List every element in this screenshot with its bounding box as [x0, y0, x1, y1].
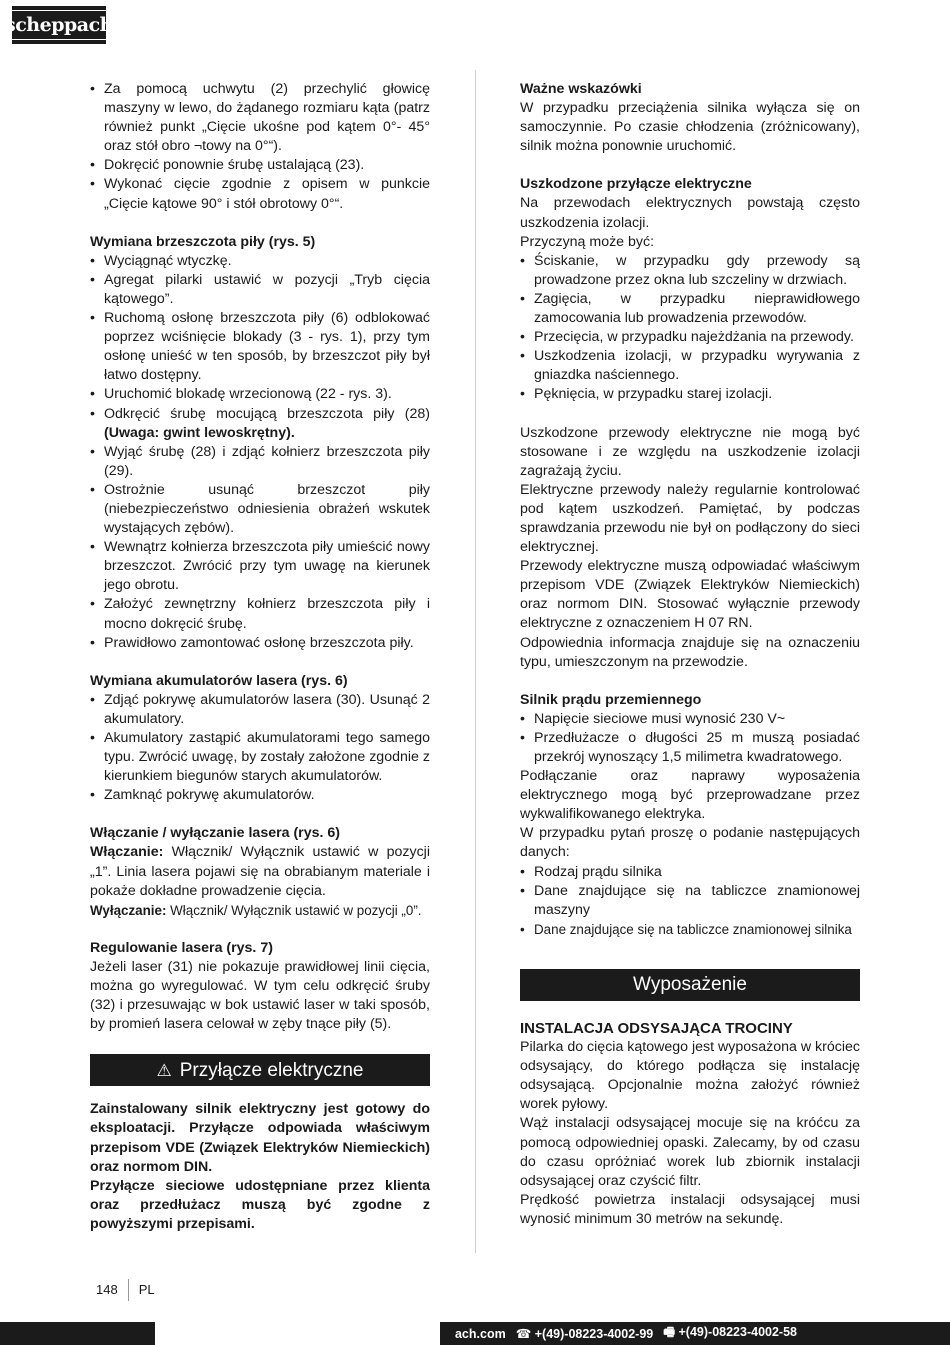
- electric-banner-title: Przyłącze elektryczne: [179, 1059, 364, 1081]
- spacer: [520, 405, 860, 424]
- battery-list: [90, 691, 430, 806]
- laser-off-label: Wyłączanie:: [90, 902, 167, 918]
- electric-notice: [90, 1100, 430, 1234]
- battery-heading: Wymiana akumulatorów lasera (rys. 6): [90, 672, 348, 689]
- list-item: • Dokręcić ponownie śrubę ustalającą (23).: [90, 156, 430, 175]
- footer-blank: [155, 1322, 440, 1345]
- footer-contact: [445, 1322, 797, 1345]
- header-bar: [0, 0, 950, 46]
- equipment-section-banner: [520, 969, 860, 1001]
- damaged-paragraph: Przewody elektryczne muszą odpowiadać właściwym przepisom VDE (Związek Elektryków Niemieckich) oraz normom DIN. Stosować wyłącznie przewody elektryczne z oznaczeniem H 07 RN.: [520, 558, 860, 632]
- list-item: • Dane znajdujące się na tabliczce znamionowej silnika: [520, 920, 860, 939]
- page-number: 148: [96, 1282, 118, 1297]
- list-item-text: Odkręcić śrubę mocującą brzeszczota piły (28): [104, 405, 430, 422]
- laser-on-text: Włącznik/ Wyłącznik ustawić w pozycji „1”. Linia lasera pojawi się na obrabianym materiale i pokaże dokładne prowadzenie cięcia.: [90, 844, 430, 899]
- list-item: • Założyć zewnętrzny kołnierz brzeszczota piły i mocno dokręcić śrubę.: [90, 595, 430, 633]
- damaged-paragraph: Uszkodzone przewody elektryczne nie mogą być stosowane i ze względu na uszkodzenie izolacji zagrażają życiu.: [520, 424, 860, 479]
- notes-paragraph: W przypadku przeciążenia silnika wyłącza się on samoczynnie. Po czasie chłodzenia (zróżnicowany), silnik można ponownie uruchomić.: [520, 100, 860, 155]
- electric-paragraph: Przyłącze sieciowe udostępniane przez klienta oraz przedłużacz muszą być zgodne z powyższymi przepisami.: [90, 1177, 430, 1232]
- electric-paragraph: Zainstalowany silnik elektryczny jest gotowy do eksploatacji. Przyłącze odpowiada właściwym przepisom VDE (Związek Elektryków Niemieckich) oraz normom DIN.: [90, 1101, 430, 1175]
- dust-paragraph: Wąż instalacji odsysającej mocuje się na króćcu za pomocą odpowiedniej opaski. Zalecamy, by od czasu do czasu opróżniać worek lub zbiornik instalacji odsysającej oraz czyścić filtr.: [520, 1115, 860, 1189]
- adjust-heading: Regulowanie lasera (rys. 7): [90, 939, 273, 956]
- list-item: • Zagięcia, w przypadku nieprawidłowego zamocowania lub prowadzenia przewodów.: [520, 290, 860, 328]
- damaged-heading: Uszkodzone przyłącze elektryczne: [520, 176, 752, 193]
- language-code: PL: [138, 1282, 155, 1297]
- blade-list: [90, 252, 430, 653]
- dust-paragraph: Prędkość powietrza instalacji odsysającej musi wynosić minimum 30 metrów na sekundę.: [520, 1191, 860, 1227]
- ac-paragraph: Podłączanie oraz naprawy wyposażenia elektrycznego mogą być przeprowadzane przez wykwalifikowanego elektryka.: [520, 768, 860, 823]
- list-item: • Zamknąć pokrywę akumulatorów.: [90, 786, 430, 805]
- ac-heading: Silnik prądu przemiennego: [520, 691, 702, 708]
- intro-list: [90, 80, 430, 214]
- damaged-paragraph: Na przewodach elektrycznych powstają często uszkodzenia izolacji.: [520, 195, 860, 231]
- list-item: • Dane znajdujące się na tabliczce znamionowej maszyny: [520, 882, 860, 920]
- website-text: ach.com: [454, 1326, 506, 1341]
- electric-section-banner: [90, 1054, 430, 1086]
- notes-heading: Ważne wskazówki: [520, 81, 642, 97]
- list-item: • Wyjąć śrubę (28) i zdjąć kołnierz brzeszczota piły (29).: [90, 443, 430, 481]
- list-item: • Akumulatory zastąpić akumulatorami tego samego typu. Zwrócić uwagę, by zostały założone zgodnie z kierunkiem biegunów starych akumulatorów.: [90, 729, 430, 786]
- list-item: • Zdjąć pokrywę akumulatorów lasera (30). Usunąć 2 akumulatory.: [90, 691, 430, 729]
- warning-note: (Uwaga: gwint lewoskrętny).: [104, 424, 295, 441]
- list-item: • Rodzaj prądu silnika: [520, 863, 860, 882]
- list-item: • Za pomocą uchwytu (2) przechylić głowicę maszyny w lewo, do żądanego rozmiaru kąta (patrz również punkt „Cięcie ukośne pod kątem 0°- 45° oraz stół obro ¬towy na 0°“).: [90, 80, 430, 156]
- ac-paragraph: W przypadku pytań proszę o podanie następujących danych:: [520, 825, 860, 861]
- laser-off-text: Włącznik/ Wyłącznik ustawić w pozycji „0”.: [166, 902, 422, 918]
- list-item: • Ruchomą osłonę brzeszczota piły (6) odblokować poprzez wciśnięcie blokady (3 - rys. 1), przy tym osłonę unieść w ten sposób, by brzeszczot piły był łatwo dostępny.: [90, 309, 430, 385]
- list-item: • Ostrożnie usunąć brzeszczot piły (niebezpieczeństwo odniesienia obrażeń wskutek wystających zębów).: [90, 481, 430, 538]
- list-item: [90, 405, 430, 443]
- damaged-paragraph: Elektryczne przewody należy regularnie kontrolować pod kątem uszkodzeń. Pamiętać, by podczas sprawdzania przewodu nie był on podłączony do sieci elektrycznej.: [520, 481, 860, 556]
- footer-bar: [0, 1322, 950, 1345]
- list-item: • Uszkodzenia izolacji, w przypadku wyrywania z gniazdka naściennego.: [520, 347, 860, 385]
- ac-data-list: [520, 863, 860, 939]
- list-item: • Przedłużacze o długości 25 m muszą posiadać przekrój wynoszący 1,5 milimetra kwadratowego.: [520, 729, 860, 767]
- ac-list: [520, 710, 860, 767]
- damaged-paragraph: Odpowiednia informacja znajduje się na oznaczeniu typu, umieszczonym na przewodzie.: [520, 634, 860, 670]
- list-item: • Agregat pilarki ustawić w pozycji „Tryb cięcia kątowego”.: [90, 271, 430, 309]
- damaged-paragraph: Przyczyną może być:: [520, 233, 655, 250]
- page-number-separator: [128, 1279, 129, 1301]
- right-column: [520, 80, 860, 1229]
- left-column: [90, 80, 430, 1234]
- list-item: • Uruchomić blokadę wrzecionową (22 - rys. 3).: [90, 385, 430, 404]
- list-item: • Wykonać cięcie zgodnie z opisem w punkcie „Cięcie kątowe 90° i stół obrotowy 0°“.: [90, 175, 430, 213]
- equipment-banner-title: Wyposażenie: [633, 974, 747, 996]
- list-item: • Prawidłowo zamontować osłonę brzeszczota piły.: [90, 634, 430, 653]
- laser-on-paragraph: [90, 843, 430, 900]
- warning-icon: ⚠: [156, 1060, 172, 1080]
- laser-heading: Włączanie / wyłączanie lasera (rys. 6): [90, 825, 340, 842]
- blade-heading: Wymiana brzeszczota piły (rys. 5): [90, 233, 316, 250]
- damaged-list: [520, 252, 860, 405]
- dust-heading: INSTALACJA ODSYSAJĄCA TROCINY: [520, 1019, 793, 1037]
- list-item: • Przecięcia, w przypadku najeżdżania na przewody.: [520, 328, 860, 347]
- dust-paragraph: Pilarka do cięcia kątowego jest wyposażona w króciec odsysający, do którego podłącza się instalację odsysającą. Opcjonalnie można założyć również worek pyłowy.: [520, 1039, 860, 1113]
- column-divider: [475, 70, 476, 1253]
- list-item: • Ściskanie, w przypadku gdy przewody są prowadzone przez okna lub szczeliny w drzwiach.: [520, 252, 860, 290]
- list-item: • Wewnątrz kołnierza brzeszczota piły umieścić nowy brzeszczot. Zwrócić przy tym uwagę na kierunek jego obrotu.: [90, 538, 430, 595]
- phone-text: ☎ +(49)-08223-4002-99: [515, 1327, 654, 1341]
- page-number-block: [96, 1282, 155, 1301]
- laser-on-label: Włączanie:: [90, 844, 164, 861]
- list-item: • Napięcie sieciowe musi wynosić 230 V~: [520, 710, 860, 729]
- brand-logo-text: scheppach: [1, 10, 117, 40]
- brand-logo: [5, 6, 113, 44]
- adjust-paragraph: Jeżeli laser (31) nie pokazuje prawidłowej linii cięcia, można go wyregulować. W tym celu odkręcić śruby (32) i przesuwając w bok ustawić laser w taki sposób, by promień lasera celował w zęby tnące piły (5).: [90, 958, 430, 1033]
- laser-off-paragraph: [90, 901, 430, 920]
- fax-text: 🖷 +(49)-08223-4002-58: [663, 1325, 797, 1339]
- list-item: • Wyciągnąć wtyczkę.: [90, 252, 430, 271]
- list-item: • Pęknięcia, w przypadku starej izolacji.: [520, 385, 860, 404]
